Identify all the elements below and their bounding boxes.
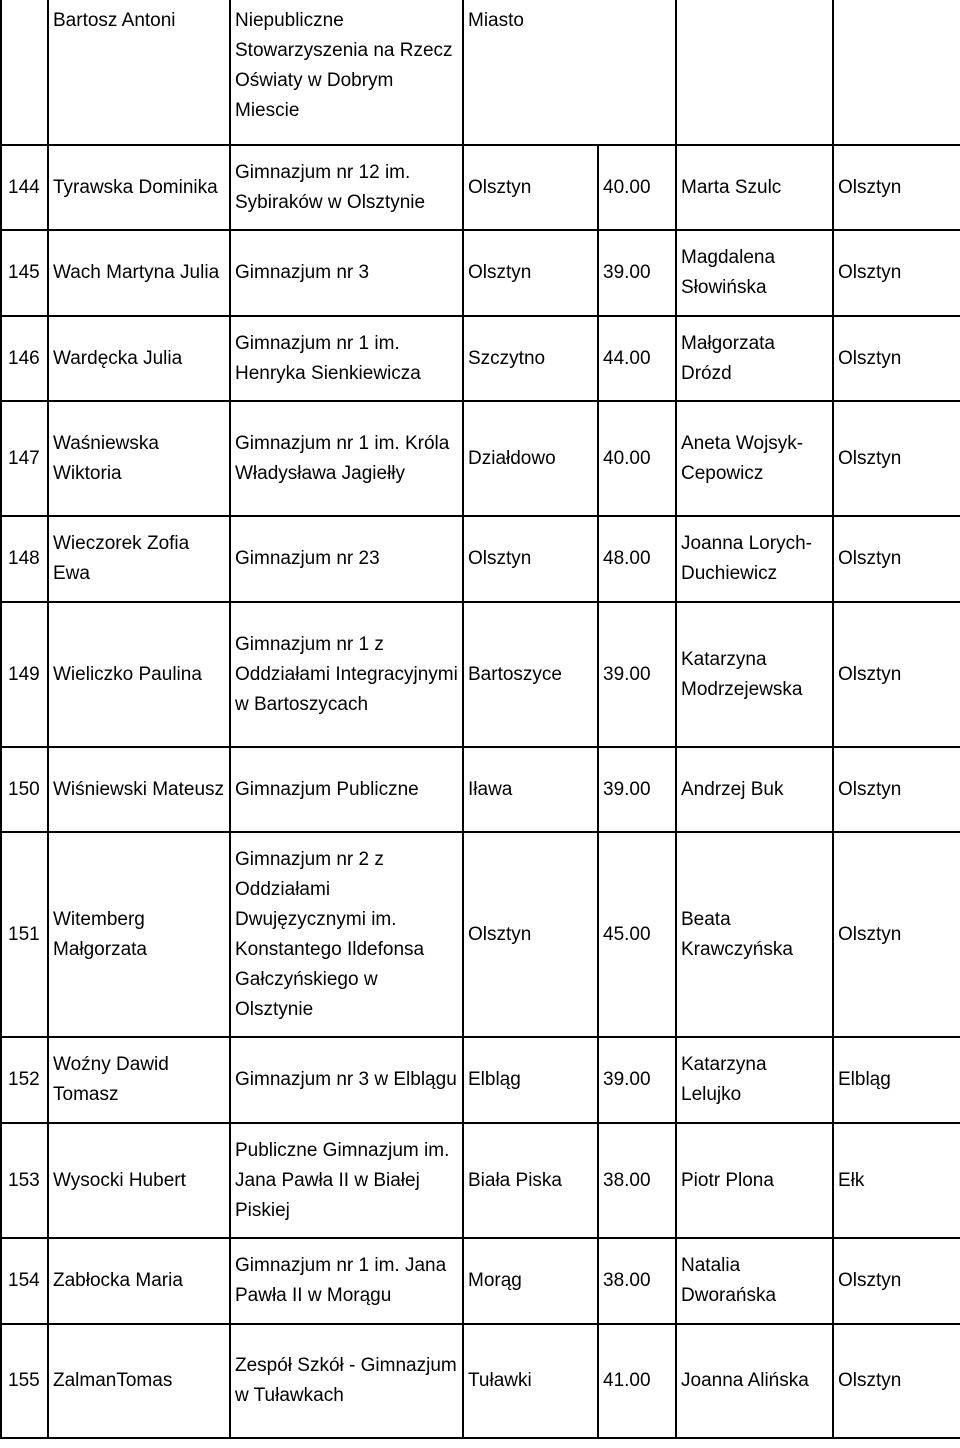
region: Olsztyn	[833, 516, 960, 602]
region: Olsztyn	[833, 602, 960, 747]
teacher-name: Małgorzata Drózd	[676, 316, 833, 401]
participant-name: Waśniewska Wiktoria	[48, 401, 230, 516]
school-name: Gimnazjum Publiczne	[230, 747, 463, 832]
row-number: 154	[1, 1238, 48, 1324]
table-row	[1, 747, 960, 832]
row-number: 149	[1, 602, 48, 747]
table-row	[1, 1037, 960, 1123]
score: 41.00	[598, 1324, 676, 1438]
score: 39.00	[598, 1037, 676, 1123]
participant-name: Wieczorek Zofia Ewa	[48, 516, 230, 602]
teacher-name: Piotr Plona	[676, 1123, 833, 1238]
table-row	[1, 145, 960, 230]
region: Elbląg	[833, 1037, 960, 1123]
table-row	[1, 316, 960, 401]
teacher-name: Joanna Alińska	[676, 1324, 833, 1438]
table-row	[1, 1123, 960, 1238]
city: Działdowo	[463, 401, 598, 516]
city: Morąg	[463, 1238, 598, 1324]
table-row	[1, 1324, 960, 1438]
school-name: Gimnazjum nr 1 im. Króla Władysława Jagiełły	[230, 401, 463, 516]
row-number: 152	[1, 1037, 48, 1123]
teacher-name: Katarzyna Lelujko	[676, 1037, 833, 1123]
teacher-name	[676, 0, 833, 145]
row-number: 151	[1, 832, 48, 1037]
city: Szczytno	[463, 316, 598, 401]
city: Olsztyn	[463, 516, 598, 602]
table-row	[1, 0, 960, 145]
teacher-name: Aneta Wojsyk-Cepowicz	[676, 401, 833, 516]
table-row	[1, 602, 960, 747]
teacher-name: Natalia Dworańska	[676, 1238, 833, 1324]
participant-name: Wieliczko Paulina	[48, 602, 230, 747]
teacher-name: Joanna Lorych-Duchiewicz	[676, 516, 833, 602]
city: Olsztyn	[463, 145, 598, 230]
city: Biała Piska	[463, 1123, 598, 1238]
teacher-name: Marta Szulc	[676, 145, 833, 230]
school-name: Gimnazjum nr 1 im. Henryka Sienkiewicza	[230, 316, 463, 401]
participant-name: Wardęcka Julia	[48, 316, 230, 401]
region: Olsztyn	[833, 316, 960, 401]
table-row	[1, 230, 960, 316]
table-row	[1, 1238, 960, 1324]
city: Elbląg	[463, 1037, 598, 1123]
participant-name: Woźny Dawid Tomasz	[48, 1037, 230, 1123]
table-row	[1, 401, 960, 516]
teacher-name: Beata Krawczyńska	[676, 832, 833, 1037]
participant-name: Zabłocka Maria	[48, 1238, 230, 1324]
teacher-name: Magdalena Słowińska	[676, 230, 833, 316]
school-name: Publiczne Gimnazjum im. Jana Pawła II w Białej Piskiej	[230, 1123, 463, 1238]
score: 40.00	[598, 145, 676, 230]
city: Tuławki	[463, 1324, 598, 1438]
school-name: Niepubliczne Stowarzyszenia na Rzecz Oświaty w Dobrym Miescie	[230, 0, 463, 145]
participant-name: Tyrawska Dominika	[48, 145, 230, 230]
school-name: Gimnazjum nr 12 im. Sybiraków w Olsztynie	[230, 145, 463, 230]
score: 44.00	[598, 316, 676, 401]
participant-name: ZalmanTomas	[48, 1324, 230, 1438]
school-name: Gimnazjum nr 3 w Elblągu	[230, 1037, 463, 1123]
row-number: 155	[1, 1324, 48, 1438]
score: 38.00	[598, 1123, 676, 1238]
region: Olsztyn	[833, 1238, 960, 1324]
row-number: 153	[1, 1123, 48, 1238]
participant-name: Witemberg Małgorzata	[48, 832, 230, 1037]
score: 45.00	[598, 832, 676, 1037]
city: Miasto	[463, 0, 676, 145]
region: Olsztyn	[833, 401, 960, 516]
participant-name: Wiśniewski Mateusz	[48, 747, 230, 832]
teacher-name: Katarzyna Modrzejewska	[676, 602, 833, 747]
school-name: Gimnazjum nr 3	[230, 230, 463, 316]
teacher-name: Andrzej Buk	[676, 747, 833, 832]
region: Olsztyn	[833, 145, 960, 230]
participant-name: Bartosz Antoni	[48, 0, 230, 145]
score: 39.00	[598, 230, 676, 316]
row-number: 148	[1, 516, 48, 602]
participant-name: Wach Martyna Julia	[48, 230, 230, 316]
region: Olsztyn	[833, 230, 960, 316]
region: Olsztyn	[833, 832, 960, 1037]
row-number	[1, 0, 48, 145]
school-name: Gimnazjum nr 1 z Oddziałami Integracyjnymi w Bartoszycach	[230, 602, 463, 747]
table-row	[1, 832, 960, 1037]
score: 48.00	[598, 516, 676, 602]
city: Olsztyn	[463, 230, 598, 316]
school-name: Gimnazjum nr 2 z Oddziałami Dwujęzycznymi im. Konstantego Ildefonsa Gałczyńskiego w Olsztynie	[230, 832, 463, 1037]
row-number: 146	[1, 316, 48, 401]
participant-name: Wysocki Hubert	[48, 1123, 230, 1238]
row-number: 147	[1, 401, 48, 516]
score: 39.00	[598, 602, 676, 747]
school-name: Gimnazjum nr 1 im. Jana Pawła II w Morągu	[230, 1238, 463, 1324]
city: Iława	[463, 747, 598, 832]
city: Olsztyn	[463, 832, 598, 1037]
score: 39.00	[598, 747, 676, 832]
region: Olsztyn	[833, 1324, 960, 1438]
region: Ełk	[833, 1123, 960, 1238]
region	[833, 0, 960, 145]
school-name: Gimnazjum nr 23	[230, 516, 463, 602]
score: 38.00	[598, 1238, 676, 1324]
row-number: 144	[1, 145, 48, 230]
score: 40.00	[598, 401, 676, 516]
row-number: 145	[1, 230, 48, 316]
region: Olsztyn	[833, 747, 960, 832]
school-name: Zespół Szkół - Gimnazjum w Tuławkach	[230, 1324, 463, 1438]
city: Bartoszyce	[463, 602, 598, 747]
table-row	[1, 516, 960, 602]
row-number: 150	[1, 747, 48, 832]
